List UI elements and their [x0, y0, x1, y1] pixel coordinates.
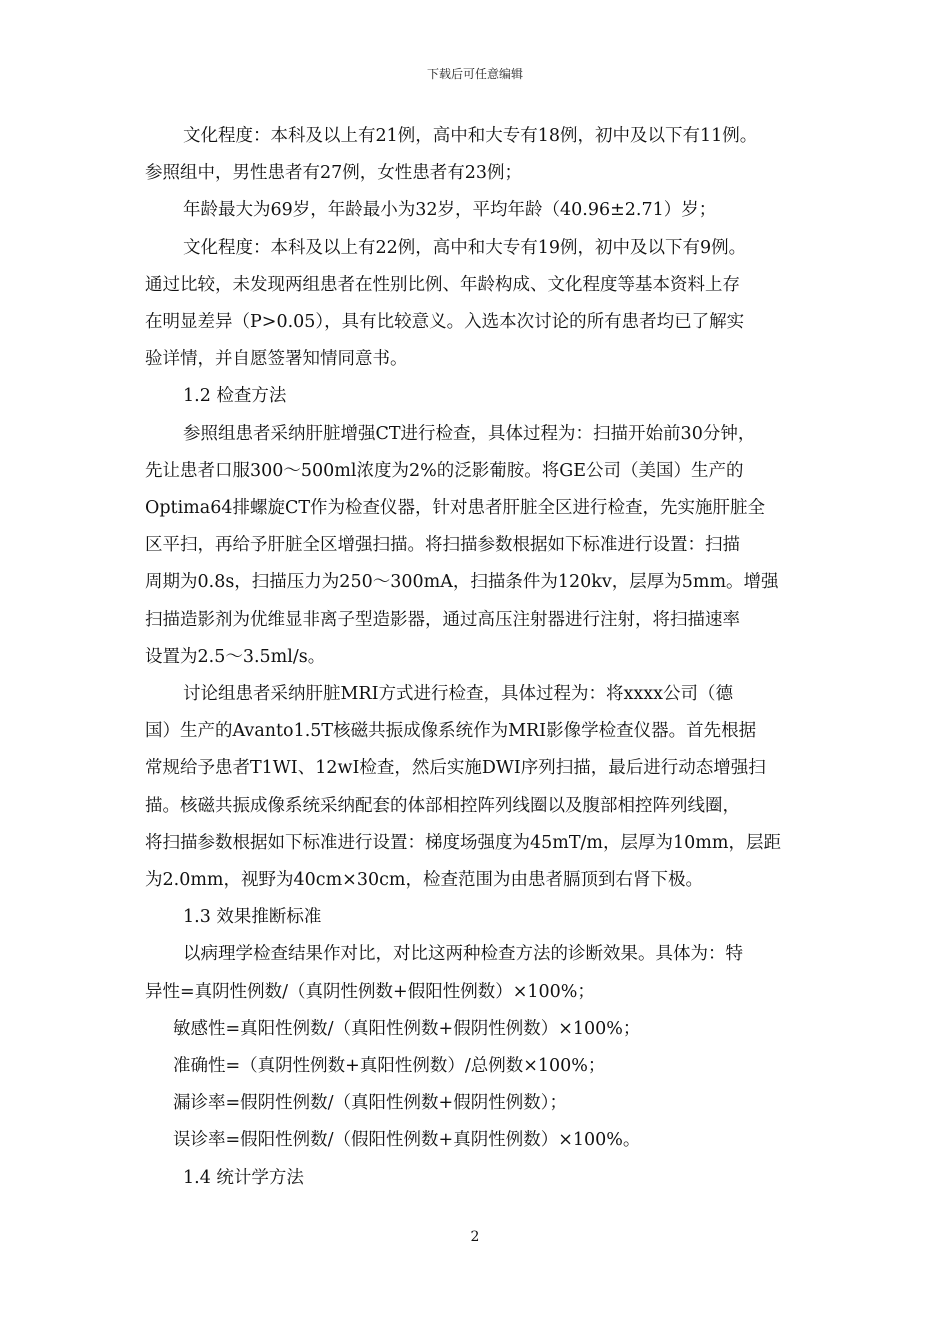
- text-line: 周期为0.8s，扫描压力为250～300mA，扫描条件为120kv，层厚为5mm。增强: [145, 572, 779, 593]
- section-heading: 1.3 效果推断标准: [183, 907, 322, 928]
- text-line: 将扫描参数根据如下标准进行设置：梯度场强度为45mT/m，层厚为10mm，层距: [145, 832, 781, 853]
- text-line: 国）生产的Avanto1.5T核磁共振成像系统作为MRI影像学检查仪器。首先根据: [145, 721, 757, 742]
- text-line: 扫描造影剂为优维显非离子型造影器，通过高压注射器进行注射，将扫描速率: [145, 609, 740, 630]
- page-header: 下载后可任意编辑: [426, 67, 523, 81]
- text-line: 通过比较，未发现两组患者在性别比例、年龄构成、文化程度等基本资料上存: [145, 274, 740, 295]
- text-line: 先让患者口服300～500ml浓度为2%的泛影葡胺。将GE公司（美国）生产的: [145, 460, 744, 481]
- formula-line: 误诊率=假阳性例数/（假阳性例数+真阴性例数）×100%。: [173, 1130, 641, 1151]
- formula-line: 漏诊率=假阴性例数/（真阳性例数+假阴性例数）；: [173, 1093, 567, 1114]
- formula-line: 准确性=（真阴性例数+真阳性例数）/总例数×100%；: [173, 1056, 606, 1077]
- text-line: 参照组患者采纳肝脏增强CT进行检查，具体过程为：扫描开始前30分钟，: [183, 423, 756, 444]
- text-line: 常规给予患者T1WI、12wI检查，然后实施DWI序列扫描，最后进行动态增强扫: [145, 758, 766, 779]
- section-heading: 1.4 统计学方法: [183, 1167, 304, 1188]
- text-line: 参照组中，男性患者有27例，女性患者有23例；: [145, 163, 523, 184]
- text-line: 为2.0mm，视野为40cm×30cm，检查范围为由患者膈顶到右肾下极。: [145, 870, 704, 891]
- document-body: [145, 118, 813, 1197]
- formula-line: 敏感性=真阳性例数/（真阳性例数+假阴性例数）×100%；: [173, 1018, 641, 1039]
- text-line: 区平扫，再给予肝脏全区增强扫描。将扫描参数根据如下标准进行设置：扫描: [145, 535, 740, 556]
- text-line: 讨论组患者采纳肝脏MRI方式进行检查，具体过程为：将xxxx公司（德: [183, 684, 733, 705]
- text-line: 以病理学检查结果作对比，对比这两种检查方法的诊断效果。具体为：特: [183, 944, 743, 965]
- text-line: 文化程度：本科及以上有22例，高中和大专有19例，初中及以下有9例。: [183, 237, 747, 258]
- page-number: 2: [470, 1229, 480, 1245]
- text-line: 验详情，并自愿签署知情同意书。: [145, 349, 408, 370]
- text-line: 文化程度：本科及以上有21例，高中和大专有18例，初中及以下有11例。: [183, 126, 758, 146]
- text-line: 描。核磁共振成像系统采纳配套的体部相控阵列线圈以及腹部相控阵列线圈，: [145, 795, 740, 816]
- text-line: 设置为2.5～3.5ml/s。: [145, 646, 326, 667]
- text-line: Optima64排螺旋CT作为检查仪器，针对患者肝脏全区进行检查，先实施肝脏全: [145, 498, 766, 519]
- text-line: 在明显差异（P>0.05），具有比较意义。入选本次讨论的所有患者均已了解实: [145, 312, 745, 333]
- text-line: 年龄最大为69岁，年龄最小为32岁，平均年龄（40.96±2.71）岁；: [183, 200, 717, 221]
- section-heading: 1.2 检查方法: [183, 386, 287, 407]
- text-line: 异性=真阴性例数/（真阴性例数+假阳性例数）×100%；: [145, 981, 595, 1002]
